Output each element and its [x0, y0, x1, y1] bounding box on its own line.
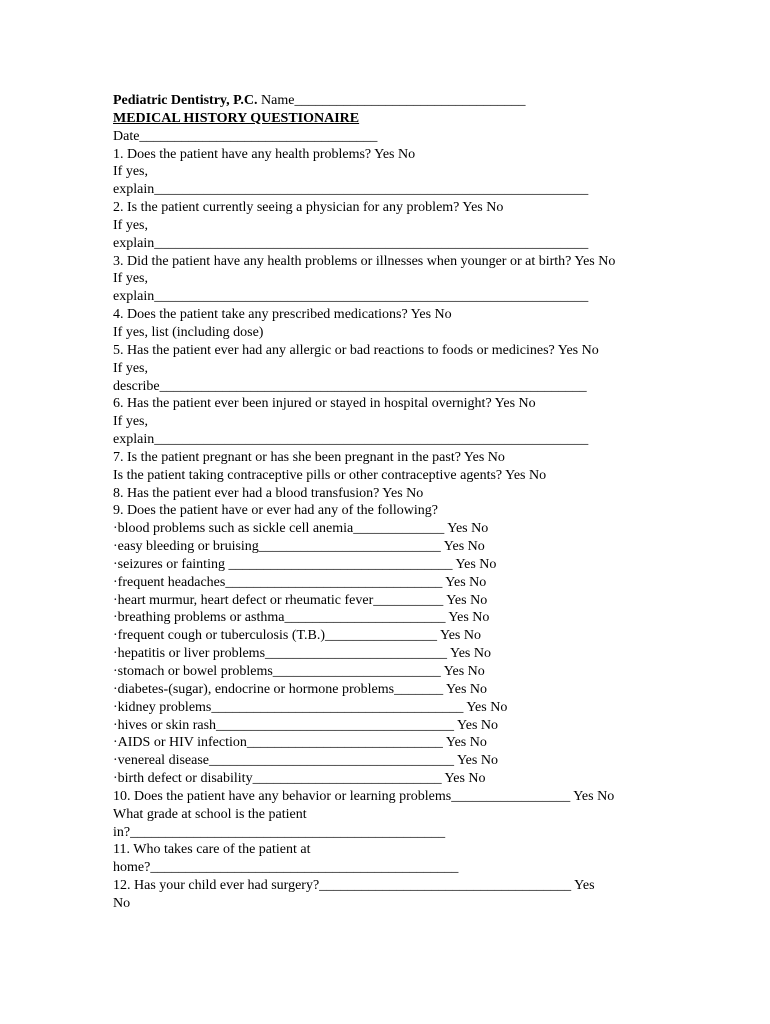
form-line	[113, 574, 763, 592]
form-text: If yes,	[113, 360, 148, 376]
form-text: 4. Does the patient take any prescribed medications? Yes No	[113, 307, 452, 323]
form-line	[113, 627, 763, 645]
form-text: ·seizures or fainting ________________________________ Yes No	[113, 556, 497, 572]
form-line	[113, 609, 763, 627]
form-line	[113, 663, 763, 681]
form-line	[113, 859, 763, 877]
form-text: in?_____________________________________________	[113, 824, 446, 840]
form-line	[113, 841, 763, 859]
form-line	[113, 699, 763, 717]
form-line	[113, 199, 763, 217]
form-text: No	[113, 895, 131, 911]
form-text: ·hepatitis or liver problems__________________________ Yes No	[113, 646, 491, 662]
form-text: 1. Does the patient have any health problems? Yes No	[113, 146, 416, 162]
form-text: Name_________________________________	[257, 93, 526, 108]
form-line	[113, 288, 763, 306]
form-line	[113, 181, 763, 199]
form-line	[113, 681, 763, 699]
form-line	[113, 806, 763, 824]
form-line	[113, 128, 763, 146]
form-text: ·venereal disease___________________________________ Yes No	[113, 753, 498, 769]
form-line	[113, 110, 763, 128]
form-line	[113, 92, 763, 110]
form-line	[113, 235, 763, 253]
form-text: describe_____________________________________________________________	[113, 378, 587, 394]
form-text: ·breathing problems or asthma_______________________ Yes No	[113, 610, 490, 626]
form-line	[113, 467, 763, 485]
form-text: ·heart murmur, heart defect or rheumatic fever__________ Yes No	[113, 592, 488, 608]
form-line	[113, 717, 763, 735]
form-line	[113, 449, 763, 467]
form-text: If yes,	[113, 217, 148, 233]
form-text: If yes,	[113, 414, 148, 430]
form-text: 7. Is the patient pregnant or has she been pregnant in the past? Yes No	[113, 449, 505, 465]
form-line	[113, 592, 763, 610]
form-text: ·kidney problems____________________________________ Yes No	[113, 699, 508, 715]
form-text: 9. Does the patient have or ever had any of the following?	[113, 503, 439, 519]
form-line	[113, 395, 763, 413]
form-line	[113, 538, 763, 556]
form-text: 8. Has the patient ever had a blood transfusion? Yes No	[113, 485, 424, 501]
form-text: ·hives or skin rash__________________________________ Yes No	[113, 717, 498, 733]
form-line	[113, 556, 763, 574]
form-line	[113, 520, 763, 538]
form-text: explain______________________________________________________________	[113, 432, 589, 448]
form-text: What grade at school is the patient	[113, 806, 307, 822]
form-line	[113, 788, 763, 806]
form-text: ·frequent cough or tuberculosis (T.B.)________________ Yes No	[113, 628, 481, 644]
form-text: ·blood problems such as sickle cell anemia_____________ Yes No	[113, 521, 489, 537]
form-text: If yes, list (including dose)	[113, 324, 264, 340]
form-line	[113, 146, 763, 164]
form-text: ·diabetes-(sugar), endocrine or hormone problems_______ Yes No	[113, 681, 488, 697]
form-text: 12. Has your child ever had surgery?____________________________________ Yes	[113, 878, 595, 894]
form-text: Is the patient taking contraceptive pills or other contraceptive agents? Yes No	[113, 467, 547, 483]
form-text: ·easy bleeding or bruising__________________________ Yes No	[113, 539, 485, 555]
form-line	[113, 324, 763, 342]
form-text: explain______________________________________________________________	[113, 235, 589, 251]
form-line	[113, 485, 763, 503]
form-line	[113, 752, 763, 770]
form-line	[113, 877, 763, 895]
form-line	[113, 270, 763, 288]
form-text: home?____________________________________________	[113, 860, 459, 876]
form-line	[113, 342, 763, 360]
questionnaire-page	[113, 92, 763, 913]
form-text: 3. Did the patient have any health problems or illnesses when younger or at birth? Yes No	[113, 253, 616, 269]
heading-text: Pediatric Dentistry, P.C.	[113, 93, 258, 108]
form-line	[113, 253, 763, 271]
form-line	[113, 502, 763, 520]
form-line	[113, 770, 763, 788]
form-text: If yes,	[113, 164, 148, 180]
form-line	[113, 306, 763, 324]
form-text: If yes,	[113, 271, 148, 287]
form-text: explain______________________________________________________________	[113, 182, 589, 198]
form-text: ·frequent headaches_______________________________ Yes No	[113, 574, 487, 590]
form-text: ·AIDS or HIV infection____________________________ Yes No	[113, 735, 487, 751]
form-line	[113, 824, 763, 842]
form-line	[113, 413, 763, 431]
form-line	[113, 431, 763, 449]
form-text: 5. Has the patient ever had any allergic or bad reactions to foods or medicines? Yes No	[113, 342, 599, 358]
form-line	[113, 378, 763, 396]
form-line	[113, 163, 763, 181]
heading-text: MEDICAL HISTORY QUESTIONAIRE	[113, 110, 360, 126]
form-text: explain______________________________________________________________	[113, 289, 589, 305]
form-line	[113, 217, 763, 235]
form-line	[113, 645, 763, 663]
form-line	[113, 360, 763, 378]
form-text: 6. Has the patient ever been injured or stayed in hospital overnight? Yes No	[113, 396, 536, 412]
form-text: 10. Does the patient have any behavior or learning problems_________________ Yes No	[113, 788, 615, 804]
form-text: 11. Who takes care of the patient at	[113, 842, 311, 858]
form-text: ·stomach or bowel problems________________________ Yes No	[113, 664, 485, 679]
form-text: 2. Is the patient currently seeing a physician for any problem? Yes No	[113, 200, 504, 216]
form-line	[113, 734, 763, 752]
form-text: Date__________________________________	[113, 128, 378, 144]
form-text: ·birth defect or disability___________________________ Yes No	[113, 771, 486, 787]
form-line	[113, 895, 763, 913]
